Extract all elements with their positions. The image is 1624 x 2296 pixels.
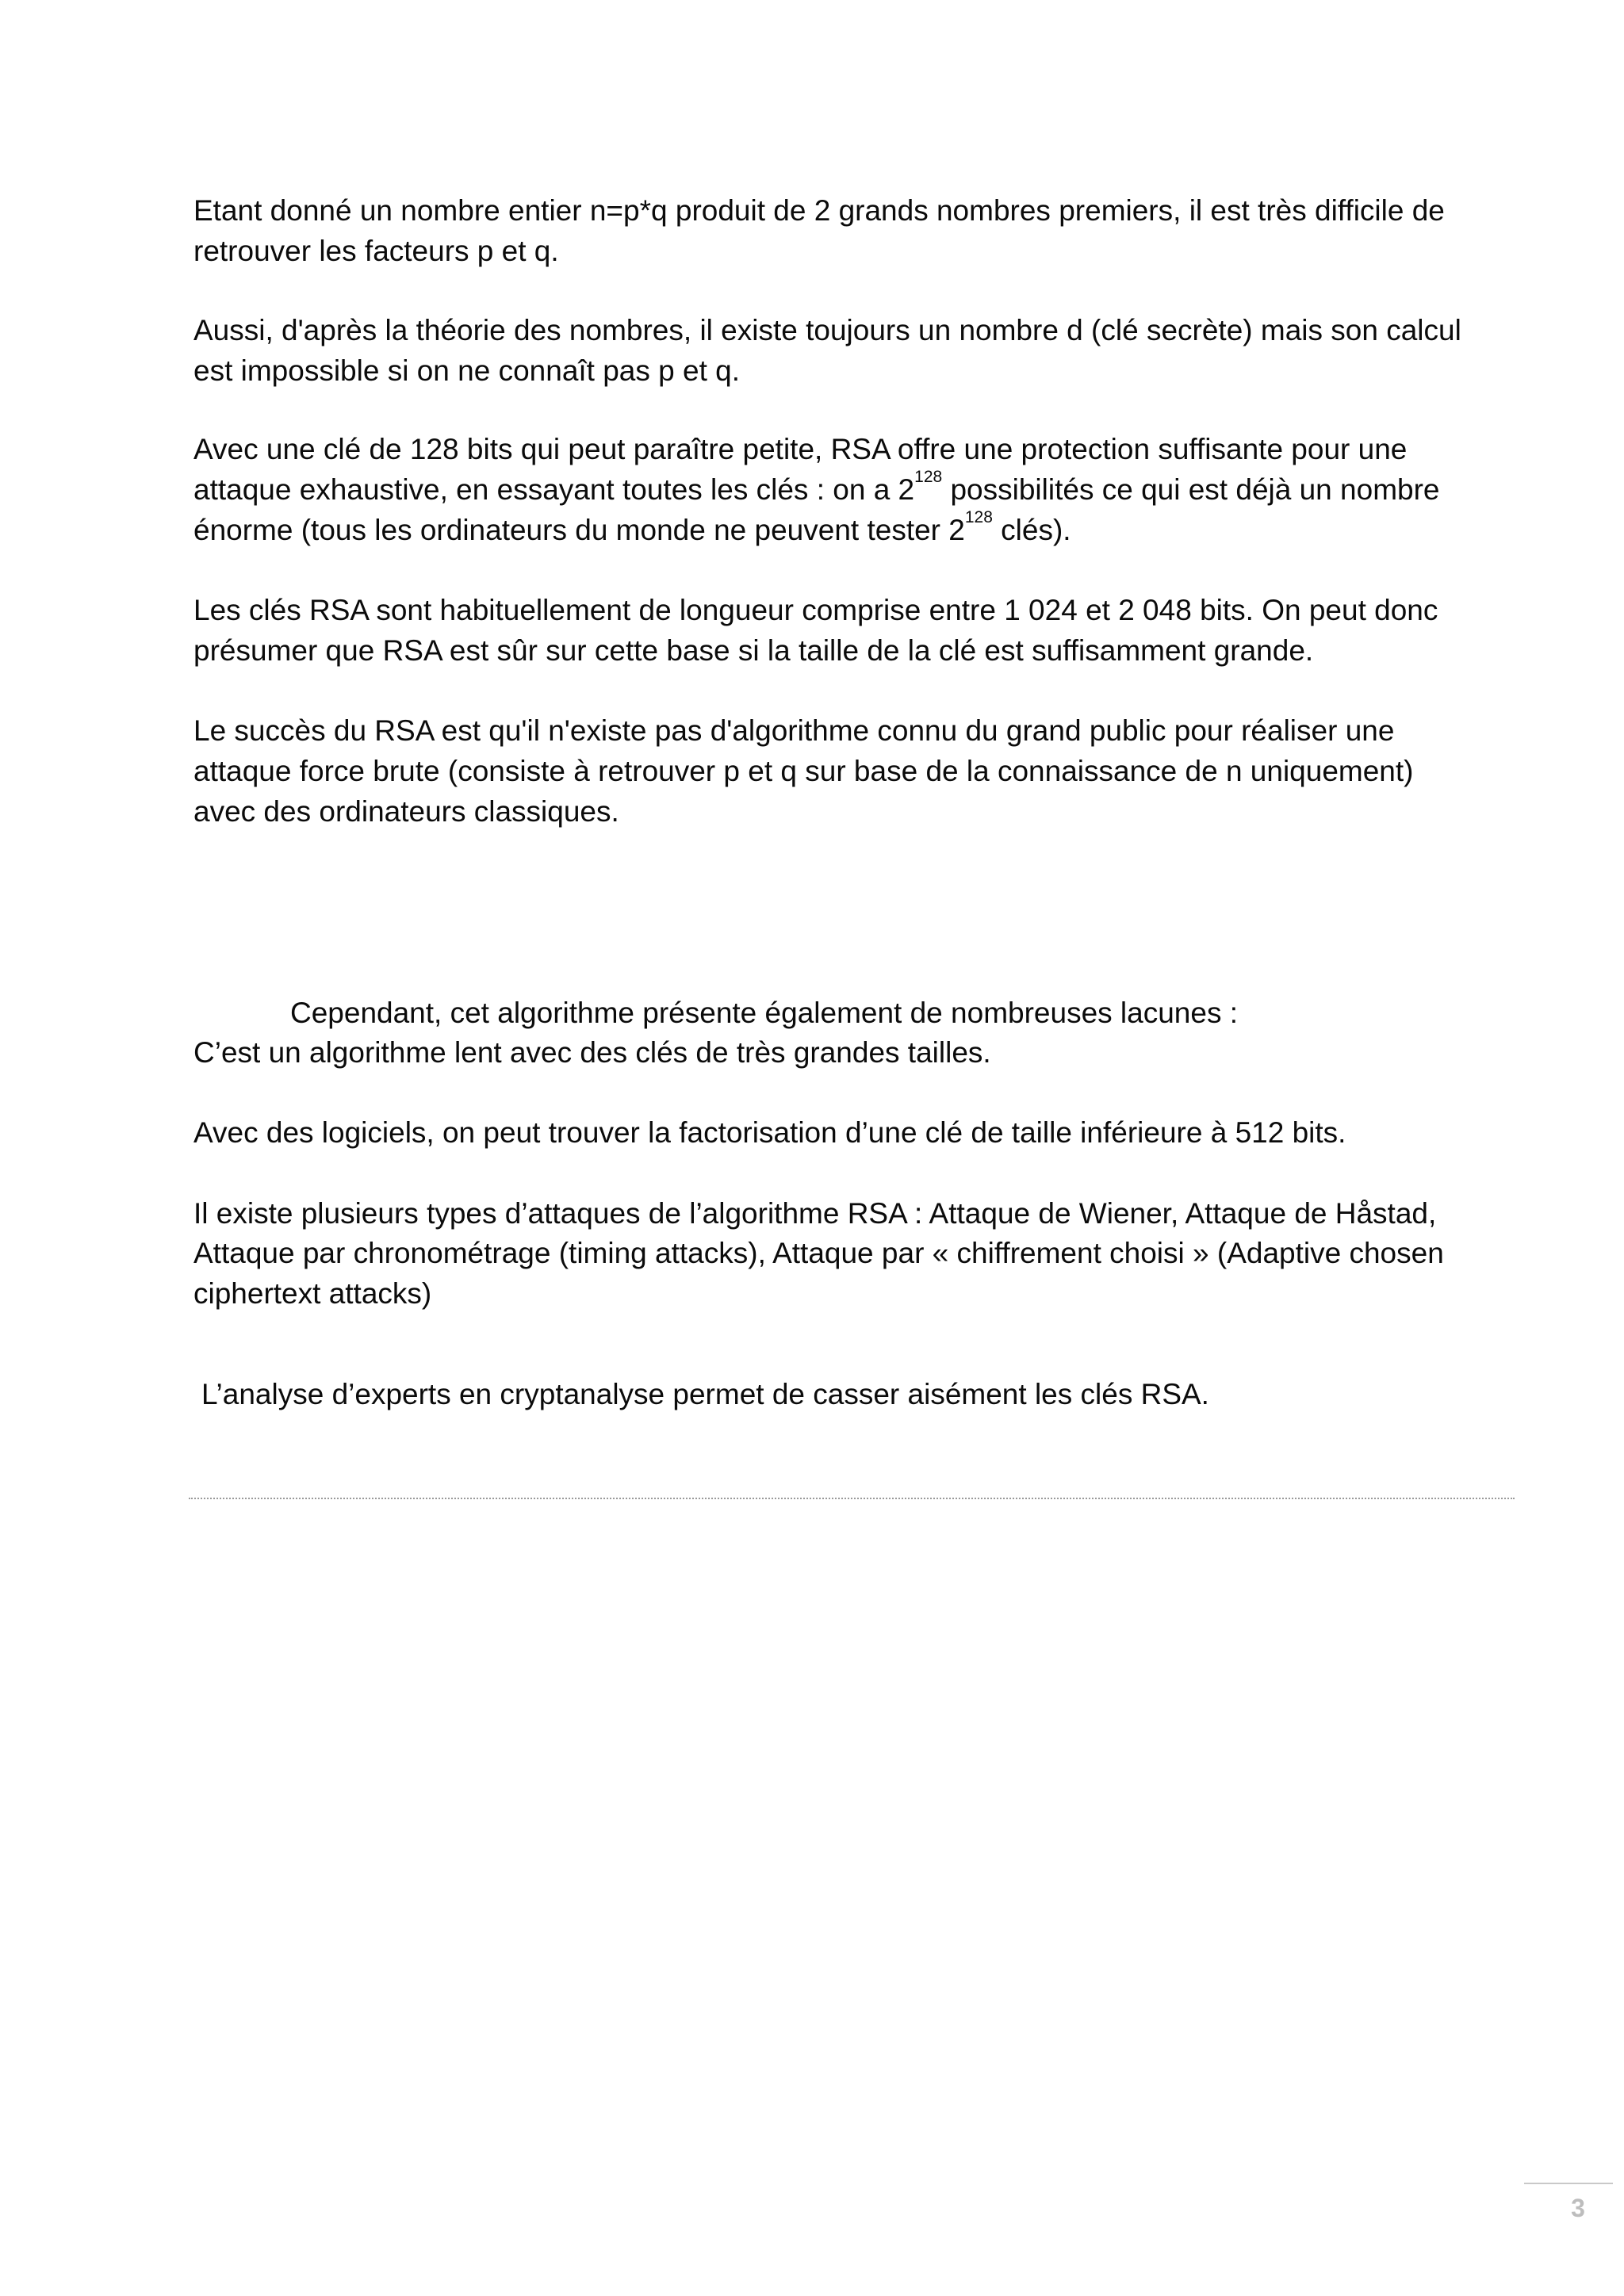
exponent-128-second: 128 <box>964 508 993 526</box>
paragraph-1-line-1: Etant donné un nombre entier n=p*q produit de 2 grands nombres premiers, il est très difficile de <box>193 194 1445 227</box>
paragraph-5-line-1: Le succès du RSA est qu'il n'existe pas d'algorithme connu du grand public pour réaliser une <box>193 714 1395 747</box>
paragraph-3-line-2-after: possibilités ce qui est déjà un nombre <box>942 473 1440 506</box>
paragraph-2-line-1: Aussi, d'après la théorie des nombres, il existe toujours un nombre d (clé secrète) mais son calcul <box>193 314 1461 346</box>
paragraph-3-line-2 <box>193 469 1510 510</box>
paragraph-3-line-2-before: attaque exhaustive, en essayant toutes les clés : on a 2 <box>193 473 915 506</box>
paragraph-4-line-2: présumer que RSA est sûr sur cette base si la taille de la clé est suffisamment grande. <box>193 634 1314 667</box>
page-number-rule <box>1524 2183 1613 2184</box>
dotted-separator <box>189 1498 1515 1499</box>
paragraph-7: Avec des logiciels, on peut trouver la factorisation d’une clé de taille inférieure à 512 bits. <box>193 1116 1346 1149</box>
paragraph-8-line-1: Il existe plusieurs types d’attaques de l’algorithme RSA : Attaque de Wiener, Attaque de Håstad, <box>193 1197 1437 1230</box>
paragraph-5-line-2: attaque force brute (consiste à retrouver p et q sur base de la connaissance de n uniquement) <box>193 755 1414 787</box>
paragraph-8-line-3: ciphertext attacks) <box>193 1277 432 1310</box>
page-number: 3 <box>1571 2194 1585 2222</box>
paragraph-8-line-2: Attaque par chronométrage (timing attacks), Attaque par « chiffrement choisi » (Adaptive chosen <box>193 1237 1444 1269</box>
paragraph-5-line-3: avec des ordinateurs classiques. <box>193 795 619 828</box>
paragraph-3-line-3-before: énorme (tous les ordinateurs du monde ne peuvent tester 2 <box>193 514 965 546</box>
paragraph-6-line-1: Cependant, cet algorithme présente également de nombreuses lacunes : <box>290 997 1239 1029</box>
paragraph-3-line-1: Avec une clé de 128 bits qui peut paraître petite, RSA offre une protection suffisante pour une <box>193 433 1408 465</box>
paragraph-9: L’analyse d’experts en cryptanalyse permet de casser aisément les clés RSA. <box>201 1378 1209 1410</box>
exponent-128-first: 128 <box>914 468 943 486</box>
paragraph-1-line-2: retrouver les facteurs p et q. <box>193 235 559 267</box>
paragraph-3-line-3 <box>193 510 1510 550</box>
paragraph-4-line-1: Les clés RSA sont habituellement de longueur comprise entre 1 024 et 2 048 bits. On peut donc <box>193 594 1438 626</box>
paragraph-2-line-2: est impossible si on ne connaît pas p et q. <box>193 354 741 387</box>
paragraph-3-line-3-after: clés). <box>992 514 1071 546</box>
paragraph-6-line-2: C’est un algorithme lent avec des clés de très grandes tailles. <box>193 1036 991 1069</box>
